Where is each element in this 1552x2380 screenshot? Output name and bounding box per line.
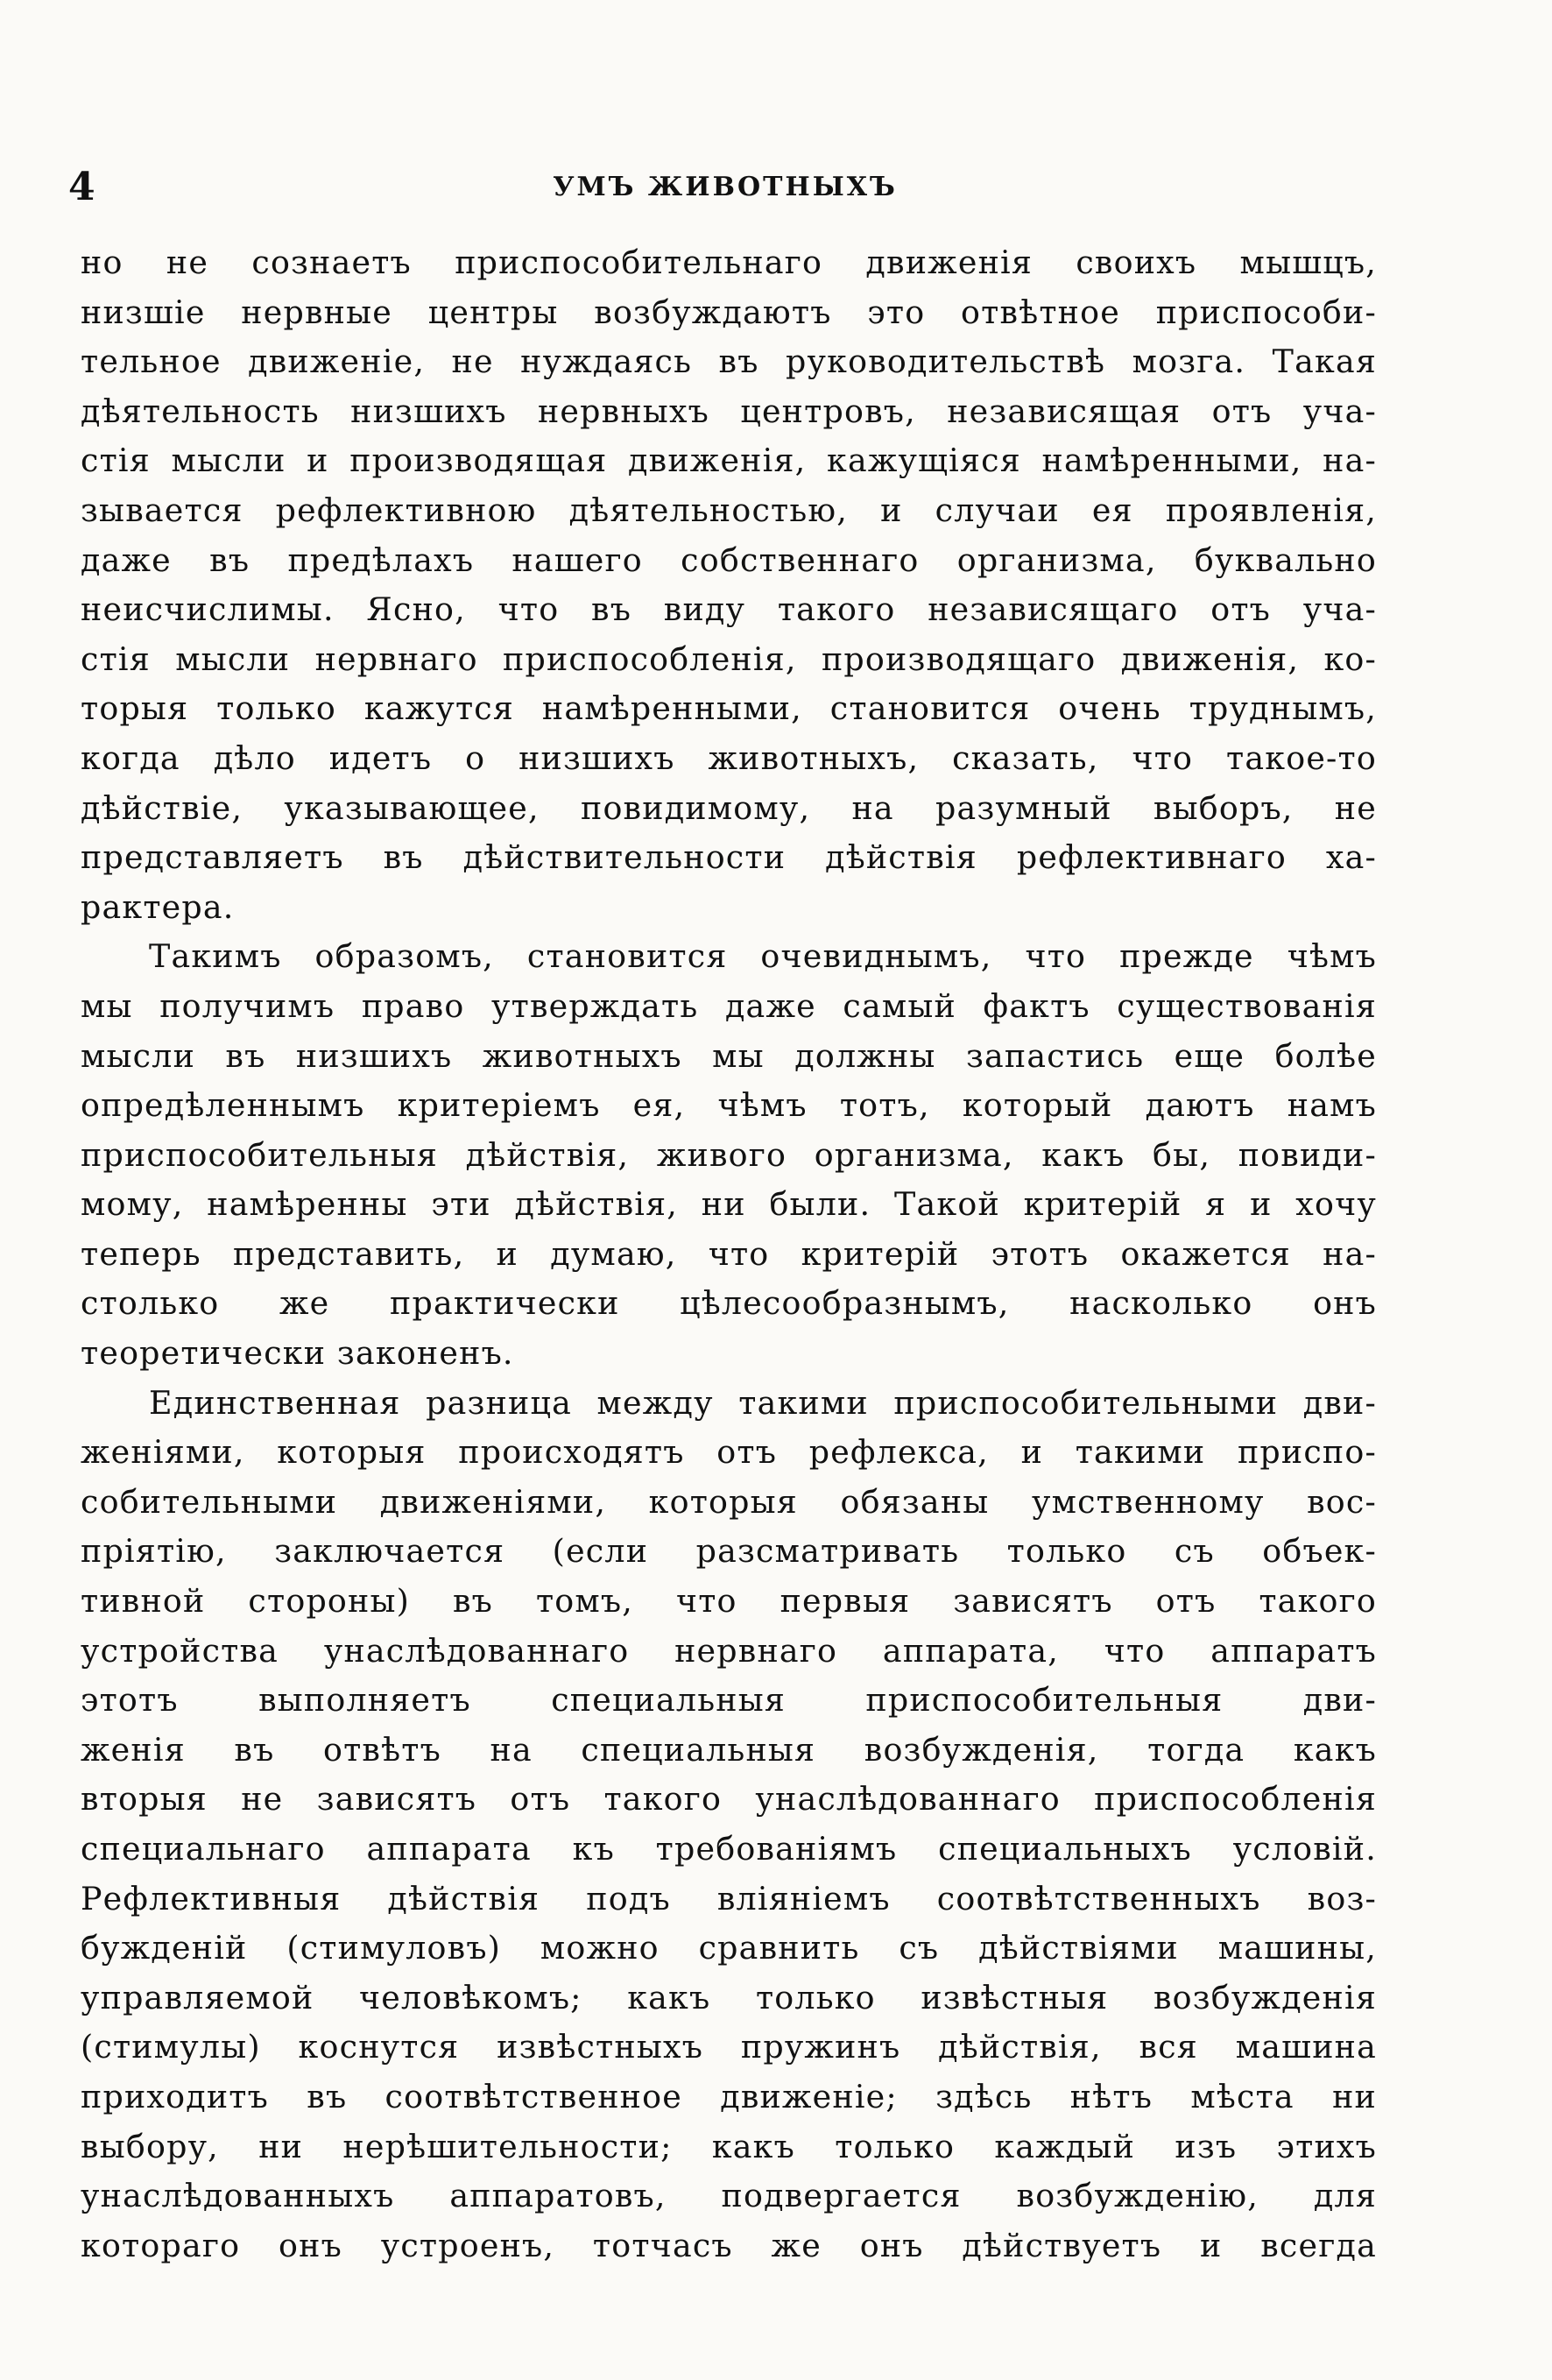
- text-line: дѣйствіе, указывающее, повидимому, на разумный выборъ, не: [81, 788, 1377, 827]
- text-line: даже въ предѣлахъ нашего собственнаго организма, буквально: [81, 540, 1377, 579]
- text-line: тельное движеніе, не нуждаясь въ руководительствѣ мозга. Такая: [81, 343, 1377, 381]
- page-number: 4: [68, 165, 95, 209]
- text-line: представляетъ въ дѣйствительности дѣйствія рефлективнаго ха-: [81, 838, 1377, 877]
- text-line: приспособительныя дѣйствія, живого организма, какъ бы, повиди-: [81, 1135, 1377, 1174]
- text-line: опредѣленнымъ критеріемъ ея, чѣмъ тотъ, который даютъ намъ: [81, 1086, 1377, 1125]
- text-line: пріятію, заключается (если разсматривать только съ объек-: [81, 1532, 1377, 1571]
- text-line: управляемой человѣкомъ; какъ только извѣстныя возбужденія: [81, 1978, 1377, 2016]
- text-line: дѣятельность низшихъ нервныхъ центровъ, независящая отъ уча-: [81, 392, 1377, 430]
- text-line: но не сознаетъ приспособительнаго движенія своихъ мышцъ,: [81, 244, 1377, 281]
- text-line: котораго онъ устроенъ, тотчасъ же онъ дѣйствуетъ и всегда: [81, 2226, 1377, 2264]
- text-line: женія въ отвѣтъ на специальныя возбужденія, тогда какъ: [81, 1730, 1377, 1769]
- text-line: мому, намѣренны эти дѣйствія, ни были. Такой критерій я и хочу: [81, 1185, 1377, 1224]
- text-line: когда дѣло идетъ о низшихъ животныхъ, сказать, что такое-то: [81, 738, 1377, 777]
- text-line: собительными движеніями, которыя обязаны умственному вос-: [81, 1482, 1377, 1521]
- text-line: устройства унаслѣдованнаго нервнаго аппарата, что аппаратъ: [81, 1631, 1377, 1670]
- text-line: стія мысли нервнаго приспособленія, производящаго движенія, ко-: [81, 639, 1377, 678]
- body-text: [81, 238, 1377, 2271]
- text-line: зывается рефлективною дѣятельностью, и случаи ея проявленія,: [81, 491, 1377, 529]
- paragraph-first-line: Такимъ образомъ, становится очевиднымъ, что прежде чѣмъ: [149, 937, 1377, 976]
- text-line: мы получимъ право утверждать даже самый фактъ существованія: [81, 986, 1377, 1025]
- paragraph-first-line: Единственная разница между такими приспособительными дви-: [149, 1383, 1377, 1422]
- text-line: (стимулы) коснутся извѣстныхъ пружинъ дѣйствія, вся машина: [81, 2028, 1377, 2066]
- text-line: торыя только кажутся намѣренными, становится очень труднымъ,: [81, 689, 1377, 728]
- running-title: УМЪ ЖИВОТНЫХЪ: [553, 172, 898, 202]
- text-line: унаслѣдованныхъ аппаратовъ, подвергается возбужденію, для: [81, 2177, 1377, 2215]
- text-line: вторыя не зависятъ отъ такого унаслѣдованнаго приспособленія: [81, 1780, 1377, 1819]
- text-line: бужденій (стимуловъ) можно сравнить съ дѣйствіями машины,: [81, 1929, 1377, 1967]
- text-line: приходитъ въ соотвѣтственное движеніе; здѣсь нѣтъ мѣста ни: [81, 2077, 1377, 2115]
- text-line: Рефлективныя дѣйствія подъ вліяніемъ соотвѣтственныхъ воз-: [81, 1879, 1377, 1917]
- page-header: [68, 161, 1382, 214]
- text-line: женіями, которыя происходятъ отъ рефлекса, и такими приспо-: [81, 1433, 1377, 1472]
- text-line: тивной стороны) въ томъ, что первыя зависятъ отъ такого: [81, 1582, 1377, 1621]
- text-line: теперь представить, и думаю, что критерій этотъ окажется на-: [81, 1234, 1377, 1273]
- text-line: теоретически законенъ.: [81, 1334, 514, 1373]
- text-line: этотъ выполняетъ специальныя приспособительныя дви-: [81, 1681, 1377, 1720]
- text-line: специальнаго аппарата къ требованіямъ специальныхъ условій.: [81, 1830, 1377, 1868]
- text-line: неисчислимы. Ясно, что въ виду такого независящаго отъ уча-: [81, 590, 1377, 629]
- text-line: стія мысли и производящая движенія, кажущіяся намѣренными, на-: [81, 441, 1377, 480]
- text-line: столько же практически цѣлесообразнымъ, насколько онъ: [81, 1284, 1377, 1323]
- text-line: рактера.: [81, 887, 235, 926]
- text-line: выбору, ни нерѣшительности; какъ только каждый изъ этихъ: [81, 2127, 1377, 2165]
- text-line: низшіе нервные центры возбуждаютъ это отвѣтное приспособи-: [81, 293, 1377, 331]
- text-line: мысли въ низшихъ животныхъ мы должны запастись еще болѣе: [81, 1036, 1377, 1075]
